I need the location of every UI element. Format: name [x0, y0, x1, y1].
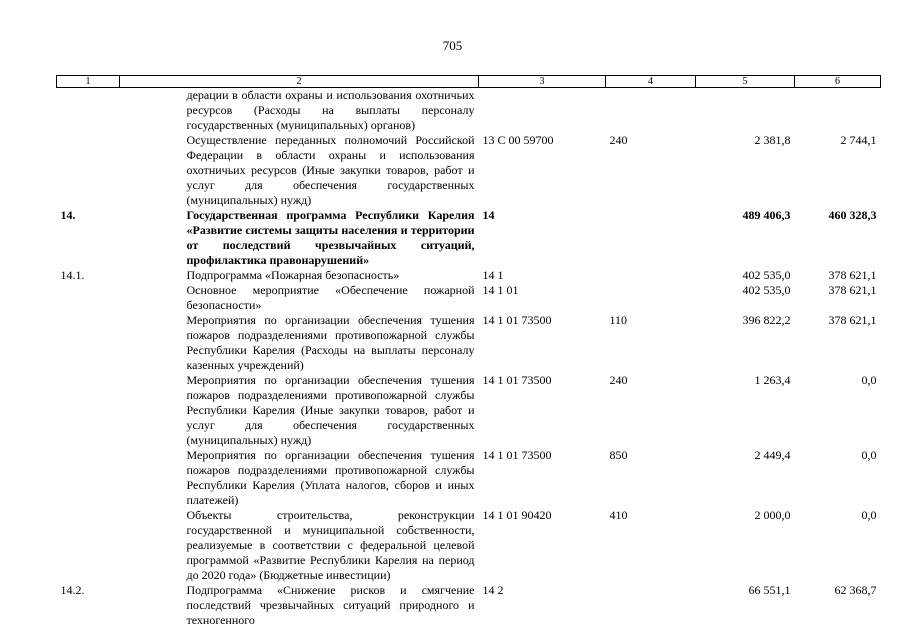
column-header-6: 6	[795, 76, 881, 88]
row-amount-col5: 2 381,8	[754, 133, 791, 147]
row-amount-col5: 402 535,0	[742, 268, 791, 282]
table-row	[57, 88, 881, 134]
row-amount-col5: 402 535,0	[742, 283, 791, 297]
row-amount-col6: 0,0	[861, 448, 877, 462]
column-header-5: 5	[696, 76, 795, 88]
row-expense-type	[606, 583, 696, 628]
column-header-1: 1	[57, 76, 120, 88]
row-name: Осуществление переданных полномочий Российской Федерации в области охраны и использования охотничьих ресурсов (Иные закупки товаров, работ и услуг для обеспечения государственных (муниципальных) нужд)	[186, 133, 475, 207]
row-code: 14 1 01 90420	[482, 508, 552, 522]
row-amount-col6: 0,0	[861, 508, 877, 522]
column-header-3: 3	[479, 76, 606, 88]
row-expense-type	[606, 268, 696, 283]
column-header-2: 2	[120, 76, 479, 88]
column-header-4: 4	[606, 76, 696, 88]
row-code: 14	[482, 208, 495, 222]
row-expense-type: 850	[609, 448, 628, 462]
page-number: 705	[442, 38, 463, 53]
table-row	[57, 133, 881, 208]
row-name: Основное мероприятие «Обеспечение пожарной безопасности»	[186, 283, 475, 312]
row-amount-col5: 2 000,0	[754, 508, 791, 522]
table-row	[57, 583, 881, 628]
row-name: Подпрограмма «Снижение рисков и смягчение последствий чрезвычайных ситуаций природного и техногенного	[186, 583, 475, 627]
table-row	[57, 283, 881, 313]
row-amount-col6: 378 621,1	[828, 268, 877, 282]
table-row	[57, 268, 881, 283]
row-amount-col6: 2 744,1	[840, 133, 877, 147]
row-name: Объекты строительства, реконструкции государственной и муниципальной собственности, реализуемые в соответствии с федеральной целевой программой «Развитие Республики Карелия на период до 2020 года» (Бюджетные инвестиции)	[186, 508, 475, 582]
row-code: 14 1 01 73500	[482, 448, 552, 462]
row-name: дерации в области охраны и использования охотничьих ресурсов (Расходы на выплаты персоналу государственных (муниципальных) органов)	[186, 88, 475, 132]
row-amount-col5: 66 551,1	[748, 583, 791, 597]
table-row	[57, 313, 881, 373]
row-code: 14 1	[482, 268, 504, 282]
row-amount-col5	[696, 88, 795, 134]
row-number	[57, 133, 120, 208]
row-expense-type: 240	[609, 373, 628, 387]
row-amount-col6: 62 368,7	[834, 583, 877, 597]
row-number: 14.	[60, 208, 76, 222]
row-number	[57, 283, 120, 313]
row-code: 14 1 01 73500	[482, 373, 552, 387]
row-code: 14 1 01 73500	[482, 313, 552, 327]
budget-table	[56, 75, 881, 628]
row-number	[57, 508, 120, 583]
row-name: Государственная программа Республики Карелия «Развитие системы защиты населения и территории от последствий чрезвычайных ситуаций, профилактика правонарушений»	[186, 208, 475, 267]
row-code	[479, 88, 606, 134]
column-numbers-row	[57, 76, 881, 88]
row-name: Мероприятия по организации обеспечения тушения пожаров подразделениями противопожарной службы Республики Карелия (Уплата налогов, сборов и иных платежей)	[186, 448, 475, 507]
row-expense-type: 110	[609, 313, 628, 327]
row-number: 14.1.	[60, 268, 85, 282]
row-amount-col5: 2 449,4	[754, 448, 791, 462]
row-amount-col6: 0,0	[861, 373, 877, 387]
row-expense-type: 240	[609, 133, 628, 147]
row-number	[57, 373, 120, 448]
table-row	[57, 373, 881, 448]
row-number	[57, 88, 120, 134]
table-row	[57, 208, 881, 268]
row-amount-col5: 396 822,2	[742, 313, 791, 327]
row-amount-col6	[795, 88, 881, 134]
table-body	[57, 88, 881, 629]
row-expense-type	[606, 88, 696, 134]
row-name: Подпрограмма «Пожарная безопасность»	[186, 268, 400, 282]
row-amount-col6: 378 621,1	[828, 283, 877, 297]
row-number	[57, 313, 120, 373]
row-name: Мероприятия по организации обеспечения тушения пожаров подразделениями противопожарной службы Республики Карелия (Расходы на выплаты персоналу казенных учреждений)	[186, 313, 475, 372]
row-amount-col5: 489 406,3	[742, 208, 791, 222]
row-amount-col5: 1 263,4	[754, 373, 791, 387]
row-name: Мероприятия по организации обеспечения тушения пожаров подразделениями противопожарной службы Республики Карелия (Иные закупки товаров, работ и услуг для обеспечения государственных (муниципальных) нужд)	[186, 373, 475, 447]
table-row	[57, 508, 881, 583]
row-code: 14 2	[482, 583, 504, 597]
row-number	[57, 448, 120, 508]
row-expense-type	[606, 283, 696, 313]
row-code: 13 С 00 59700	[482, 133, 554, 147]
row-code: 14 1 01	[482, 283, 519, 297]
row-expense-type: 410	[609, 508, 628, 522]
row-amount-col6: 378 621,1	[828, 313, 877, 327]
row-expense-type	[606, 208, 696, 268]
row-amount-col6: 460 328,3	[828, 208, 877, 222]
row-number: 14.2.	[60, 583, 85, 597]
table-row	[57, 448, 881, 508]
